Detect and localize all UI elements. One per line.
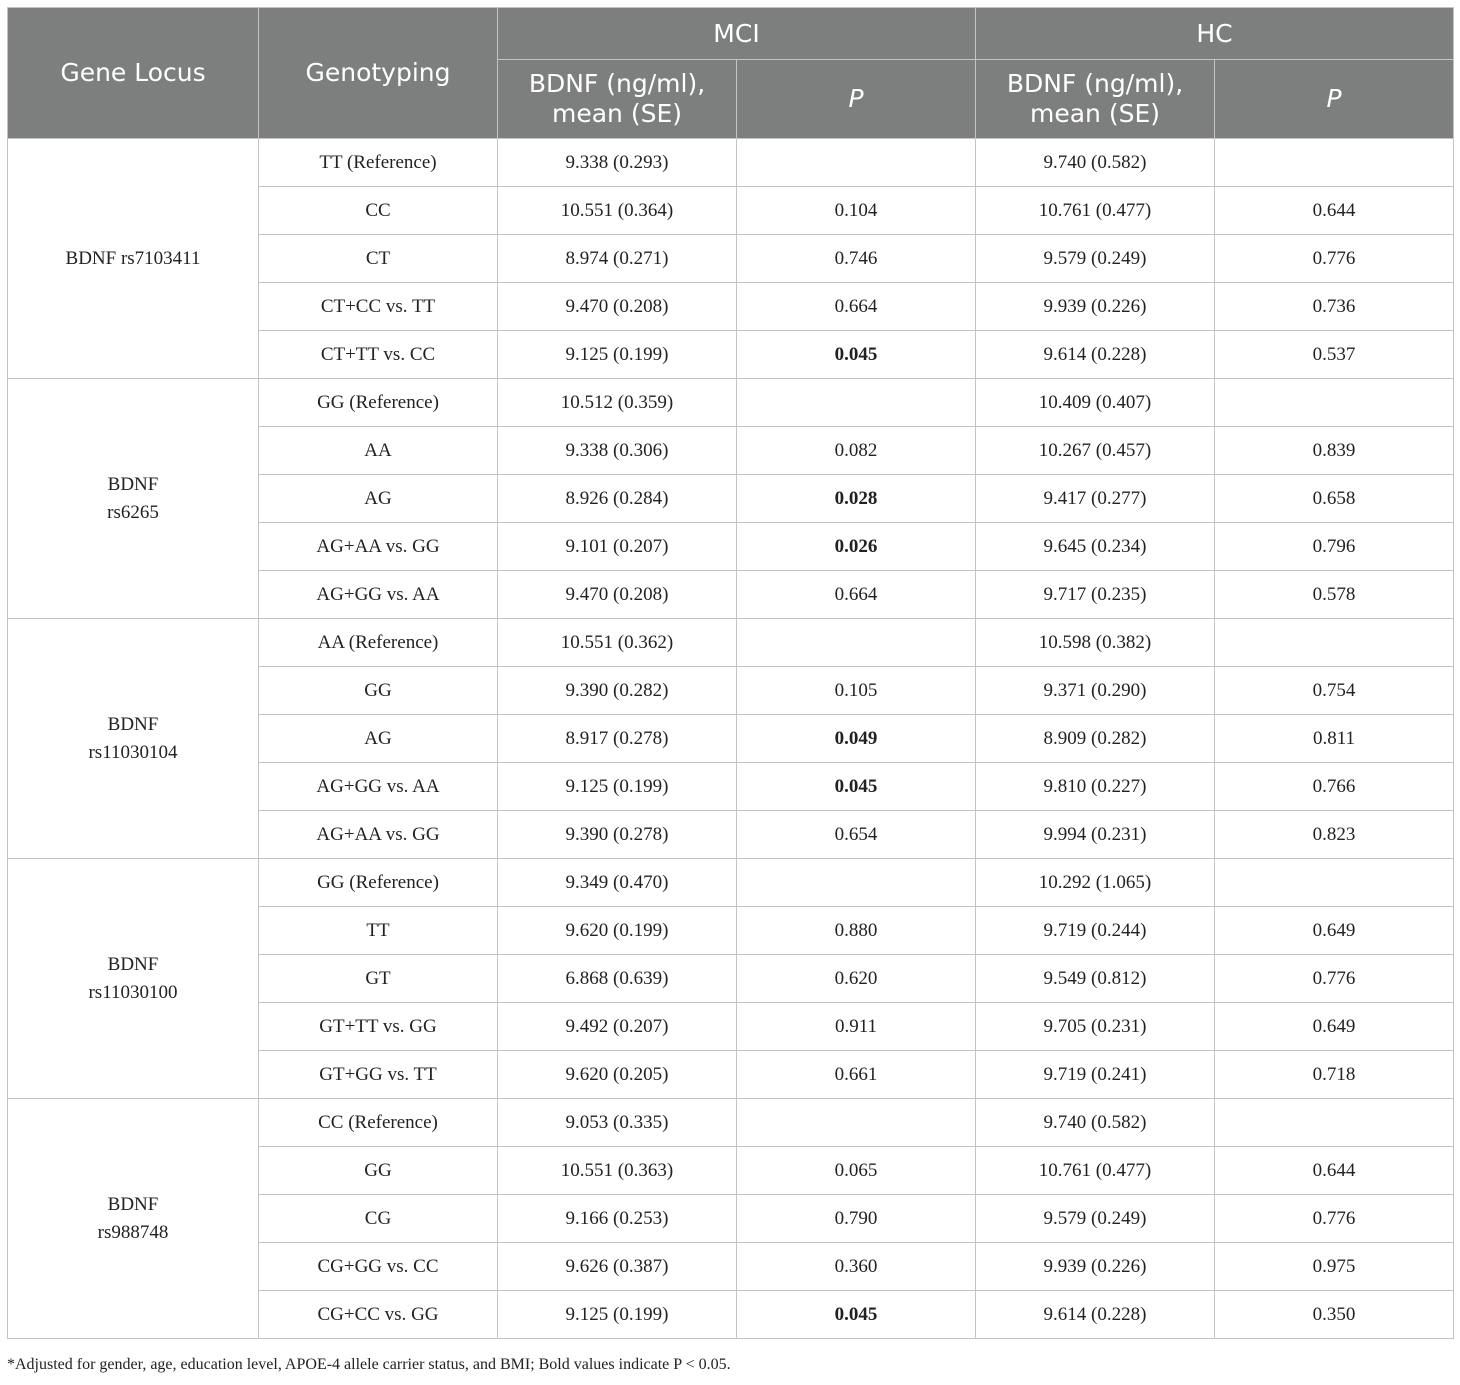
mci-p-cell: 0.045 xyxy=(737,1291,976,1339)
hc-p-cell: 0.776 xyxy=(1215,1195,1454,1243)
mci-bdnf-cell: 9.125 (0.199) xyxy=(498,763,737,811)
hc-p-cell xyxy=(1215,139,1454,187)
table-footnote: *Adjusted for gender, age, education level, APOE-4 allele carrier status, and BMI; Bold values indicate P < 0.05. xyxy=(7,1356,731,1373)
header-genotyping: Genotyping xyxy=(259,8,498,139)
table-row xyxy=(8,619,1454,667)
mci-p-cell: 0.045 xyxy=(737,763,976,811)
hc-p-cell: 0.839 xyxy=(1215,427,1454,475)
hc-p-cell: 0.658 xyxy=(1215,475,1454,523)
mci-p-cell xyxy=(737,1099,976,1147)
gene-locus-cell xyxy=(8,139,259,379)
mci-bdnf-cell: 9.125 (0.199) xyxy=(498,331,737,379)
mci-bdnf-cell: 9.620 (0.205) xyxy=(498,1051,737,1099)
mci-bdnf-cell: 8.917 (0.278) xyxy=(498,715,737,763)
mci-p-cell: 0.360 xyxy=(737,1243,976,1291)
hc-p-cell: 0.754 xyxy=(1215,667,1454,715)
mci-p-cell: 0.790 xyxy=(737,1195,976,1243)
genotype-cell: GG (Reference) xyxy=(259,379,498,427)
hc-bdnf-cell: 9.719 (0.244) xyxy=(976,907,1215,955)
genotype-cell: CG+CC vs. GG xyxy=(259,1291,498,1339)
genotype-cell: AA (Reference) xyxy=(259,619,498,667)
mci-bdnf-cell: 9.620 (0.199) xyxy=(498,907,737,955)
hc-bdnf-cell: 9.740 (0.582) xyxy=(976,139,1215,187)
genotype-cell: AG+GG vs. AA xyxy=(259,763,498,811)
mci-bdnf-cell: 9.338 (0.293) xyxy=(498,139,737,187)
hc-p-cell xyxy=(1215,619,1454,667)
mci-p-cell: 0.880 xyxy=(737,907,976,955)
gene-locus-line: rs988748 xyxy=(97,1221,169,1243)
genotype-cell: CG xyxy=(259,1195,498,1243)
genotype-cell: CG+GG vs. CC xyxy=(259,1243,498,1291)
hc-p-cell: 0.811 xyxy=(1215,715,1454,763)
mci-p-cell xyxy=(737,139,976,187)
header-group-mci: MCI xyxy=(498,8,976,60)
header-gene-locus: Gene Locus xyxy=(8,8,259,139)
gene-locus-line: rs11030104 xyxy=(88,741,178,763)
gene-locus-line: rs6265 xyxy=(107,501,159,523)
hc-p-cell xyxy=(1215,379,1454,427)
genotype-cell: AG+AA vs. GG xyxy=(259,811,498,859)
table-row xyxy=(8,139,1454,187)
gene-locus-cell xyxy=(8,1099,259,1339)
hc-bdnf-cell: 9.645 (0.234) xyxy=(976,523,1215,571)
mci-p-cell: 0.654 xyxy=(737,811,976,859)
genotype-cell: CT+CC vs. TT xyxy=(259,283,498,331)
genotype-cell: AG xyxy=(259,475,498,523)
hc-p-cell: 0.649 xyxy=(1215,907,1454,955)
hc-p-cell: 0.736 xyxy=(1215,283,1454,331)
gene-locus-cell xyxy=(8,619,259,859)
genotype-cell: TT xyxy=(259,907,498,955)
hc-bdnf-cell: 9.579 (0.249) xyxy=(976,1195,1215,1243)
mci-bdnf-cell: 9.492 (0.207) xyxy=(498,1003,737,1051)
hc-bdnf-cell: 9.939 (0.226) xyxy=(976,283,1215,331)
results-table-container xyxy=(7,7,1453,1339)
mci-p-cell: 0.664 xyxy=(737,571,976,619)
header-group-hc: HC xyxy=(976,8,1454,60)
hc-bdnf-cell: 9.719 (0.241) xyxy=(976,1051,1215,1099)
gene-locus-cell xyxy=(8,859,259,1099)
mci-bdnf-cell: 10.551 (0.364) xyxy=(498,187,737,235)
hc-bdnf-cell: 10.267 (0.457) xyxy=(976,427,1215,475)
mci-p-cell: 0.911 xyxy=(737,1003,976,1051)
gene-locus-line: rs11030100 xyxy=(88,981,178,1003)
hc-bdnf-cell: 9.579 (0.249) xyxy=(976,235,1215,283)
mci-bdnf-cell: 10.512 (0.359) xyxy=(498,379,737,427)
hc-p-cell: 0.766 xyxy=(1215,763,1454,811)
hc-bdnf-cell: 10.761 (0.477) xyxy=(976,1147,1215,1195)
mci-p-cell: 0.105 xyxy=(737,667,976,715)
mci-bdnf-cell: 9.101 (0.207) xyxy=(498,523,737,571)
genotype-cell: CC (Reference) xyxy=(259,1099,498,1147)
mci-p-cell: 0.026 xyxy=(737,523,976,571)
genotype-cell: AG+GG vs. AA xyxy=(259,571,498,619)
mci-p-cell: 0.045 xyxy=(737,331,976,379)
mci-p-cell: 0.104 xyxy=(737,187,976,235)
mci-p-cell: 0.664 xyxy=(737,283,976,331)
hc-bdnf-cell: 9.994 (0.231) xyxy=(976,811,1215,859)
mci-p-cell: 0.049 xyxy=(737,715,976,763)
genotype-cell: GG xyxy=(259,1147,498,1195)
genotype-cell: AG xyxy=(259,715,498,763)
mci-p-cell: 0.620 xyxy=(737,955,976,1003)
genotype-cell: GT+TT vs. GG xyxy=(259,1003,498,1051)
hc-bdnf-cell: 9.614 (0.228) xyxy=(976,1291,1215,1339)
mci-p-cell: 0.661 xyxy=(737,1051,976,1099)
hc-p-cell: 0.796 xyxy=(1215,523,1454,571)
genotype-cell: GG xyxy=(259,667,498,715)
mci-bdnf-cell: 9.166 (0.253) xyxy=(498,1195,737,1243)
hc-p-cell xyxy=(1215,1099,1454,1147)
genotype-cell: GT xyxy=(259,955,498,1003)
mci-p-cell: 0.028 xyxy=(737,475,976,523)
mci-bdnf-cell: 8.926 (0.284) xyxy=(498,475,737,523)
table-body xyxy=(8,139,1454,1339)
mci-bdnf-cell: 9.390 (0.282) xyxy=(498,667,737,715)
hc-p-cell: 0.823 xyxy=(1215,811,1454,859)
genotype-cell: TT (Reference) xyxy=(259,139,498,187)
hc-p-cell: 0.975 xyxy=(1215,1243,1454,1291)
hc-p-cell: 0.718 xyxy=(1215,1051,1454,1099)
bdnf-genotype-table xyxy=(7,7,1454,1339)
hc-bdnf-cell: 10.292 (1.065) xyxy=(976,859,1215,907)
table-header xyxy=(8,8,1454,139)
hc-bdnf-cell: 8.909 (0.282) xyxy=(976,715,1215,763)
hc-bdnf-cell: 9.549 (0.812) xyxy=(976,955,1215,1003)
header-hc-p: P xyxy=(1215,60,1454,139)
hc-p-cell: 0.776 xyxy=(1215,235,1454,283)
hc-p-cell: 0.537 xyxy=(1215,331,1454,379)
gene-locus-line: BDNF xyxy=(107,713,159,735)
hc-bdnf-cell: 9.417 (0.277) xyxy=(976,475,1215,523)
mci-bdnf-cell: 10.551 (0.363) xyxy=(498,1147,737,1195)
gene-locus-line: BDNF xyxy=(107,1193,159,1215)
mci-p-cell xyxy=(737,859,976,907)
mci-bdnf-cell: 9.338 (0.306) xyxy=(498,427,737,475)
hc-bdnf-cell: 9.371 (0.290) xyxy=(976,667,1215,715)
hc-bdnf-cell: 10.761 (0.477) xyxy=(976,187,1215,235)
mci-bdnf-cell: 9.390 (0.278) xyxy=(498,811,737,859)
hc-bdnf-cell: 9.810 (0.227) xyxy=(976,763,1215,811)
genotype-cell: GT+GG vs. TT xyxy=(259,1051,498,1099)
mci-p-cell: 0.746 xyxy=(737,235,976,283)
mci-bdnf-cell: 9.349 (0.470) xyxy=(498,859,737,907)
hc-p-cell: 0.350 xyxy=(1215,1291,1454,1339)
hc-bdnf-cell: 10.409 (0.407) xyxy=(976,379,1215,427)
genotype-cell: CT+TT vs. CC xyxy=(259,331,498,379)
mci-bdnf-cell: 9.470 (0.208) xyxy=(498,283,737,331)
hc-bdnf-cell: 9.614 (0.228) xyxy=(976,331,1215,379)
hc-bdnf-cell: 9.717 (0.235) xyxy=(976,571,1215,619)
hc-p-cell: 0.578 xyxy=(1215,571,1454,619)
hc-bdnf-cell: 10.598 (0.382) xyxy=(976,619,1215,667)
header-mci-bdnf: BDNF (ng/ml), mean (SE) xyxy=(498,60,737,139)
mci-bdnf-cell: 9.053 (0.335) xyxy=(498,1099,737,1147)
header-hc-bdnf: BDNF (ng/ml), mean (SE) xyxy=(976,60,1215,139)
genotype-cell: CC xyxy=(259,187,498,235)
genotype-cell: GG (Reference) xyxy=(259,859,498,907)
mci-bdnf-cell: 8.974 (0.271) xyxy=(498,235,737,283)
table-row xyxy=(8,1099,1454,1147)
hc-bdnf-cell: 9.740 (0.582) xyxy=(976,1099,1215,1147)
hc-bdnf-cell: 9.705 (0.231) xyxy=(976,1003,1215,1051)
header-mci-p: P xyxy=(737,60,976,139)
gene-locus-line: BDNF rs7103411 xyxy=(65,247,201,269)
mci-bdnf-cell: 9.626 (0.387) xyxy=(498,1243,737,1291)
mci-bdnf-cell: 9.470 (0.208) xyxy=(498,571,737,619)
gene-locus-cell xyxy=(8,379,259,619)
genotype-cell: AA xyxy=(259,427,498,475)
gene-locus-line: BDNF xyxy=(107,953,159,975)
mci-bdnf-cell: 10.551 (0.362) xyxy=(498,619,737,667)
table-row xyxy=(8,859,1454,907)
mci-bdnf-cell: 6.868 (0.639) xyxy=(498,955,737,1003)
hc-p-cell: 0.776 xyxy=(1215,955,1454,1003)
genotype-cell: CT xyxy=(259,235,498,283)
mci-p-cell: 0.065 xyxy=(737,1147,976,1195)
genotype-cell: AG+AA vs. GG xyxy=(259,523,498,571)
hc-p-cell: 0.644 xyxy=(1215,1147,1454,1195)
mci-bdnf-cell: 9.125 (0.199) xyxy=(498,1291,737,1339)
hc-p-cell: 0.644 xyxy=(1215,187,1454,235)
mci-p-cell: 0.082 xyxy=(737,427,976,475)
gene-locus-line: BDNF xyxy=(107,473,159,495)
hc-p-cell xyxy=(1215,859,1454,907)
mci-p-cell xyxy=(737,619,976,667)
mci-p-cell xyxy=(737,379,976,427)
table-row xyxy=(8,379,1454,427)
hc-p-cell: 0.649 xyxy=(1215,1003,1454,1051)
hc-bdnf-cell: 9.939 (0.226) xyxy=(976,1243,1215,1291)
